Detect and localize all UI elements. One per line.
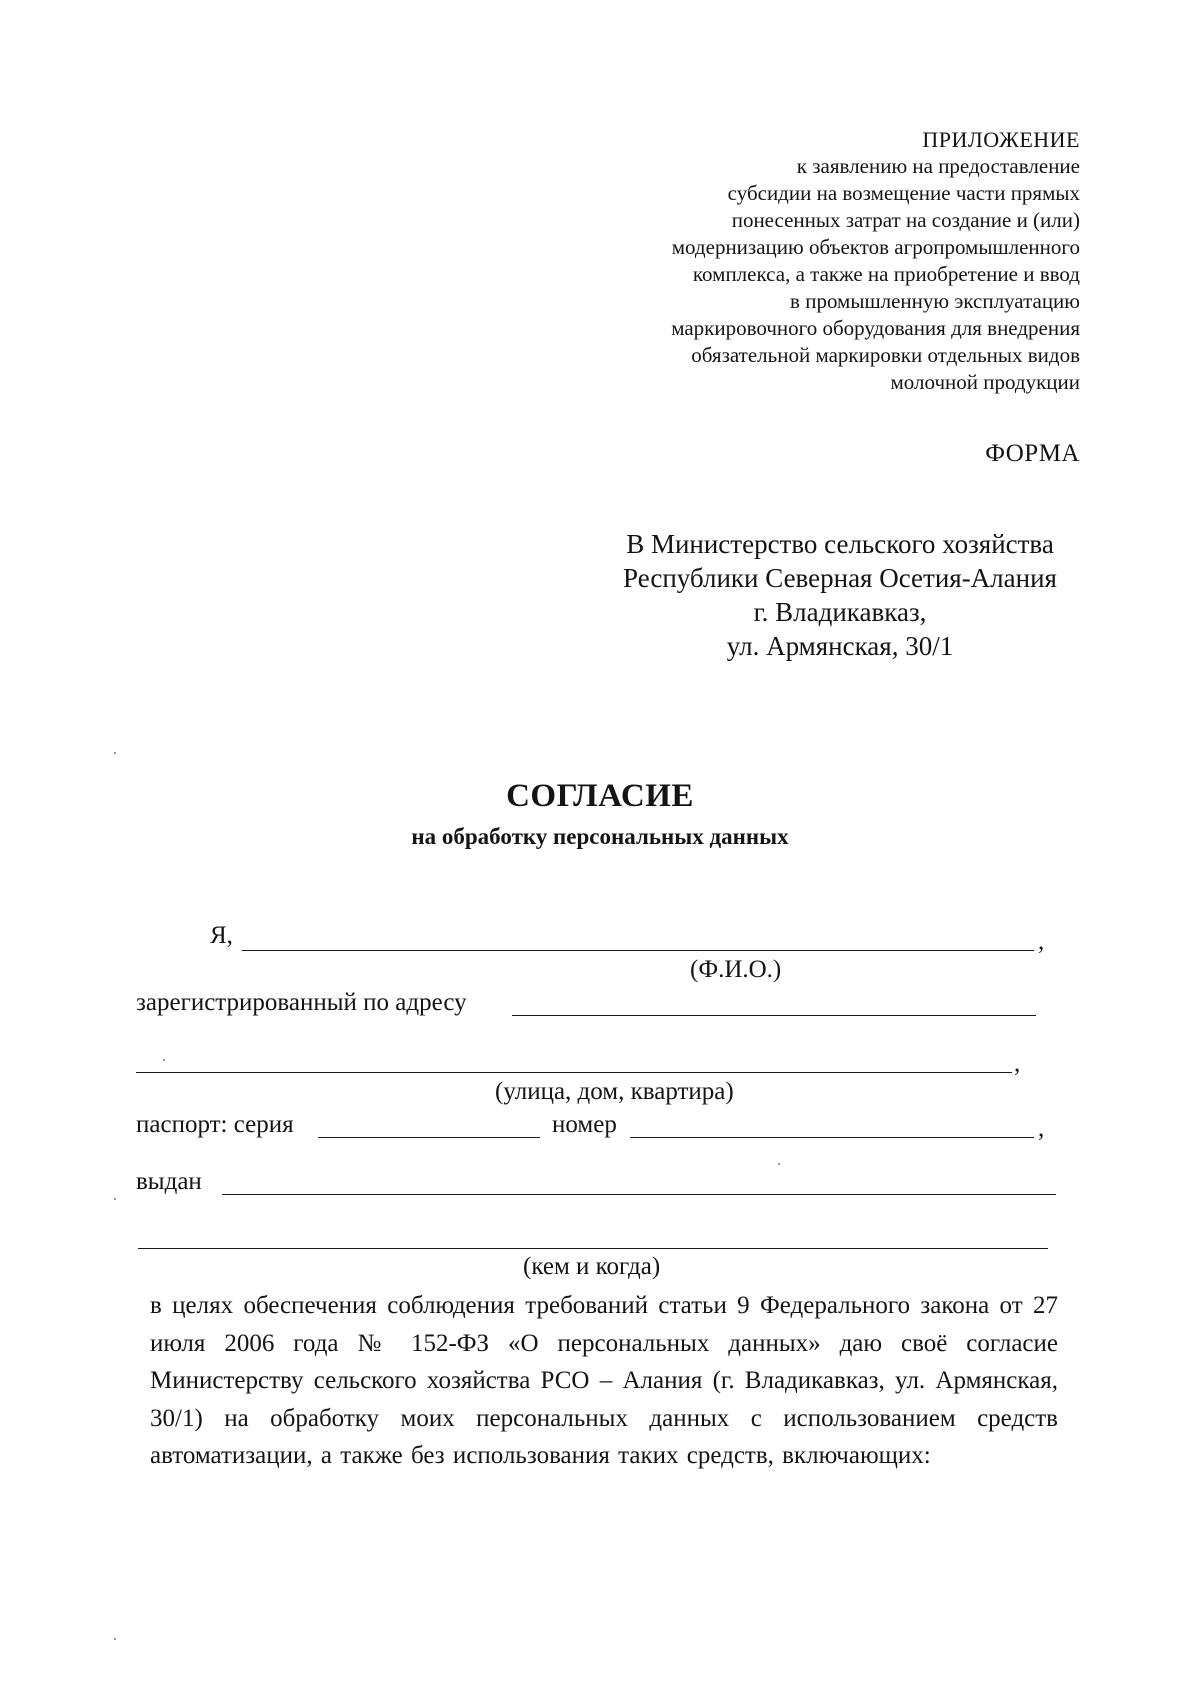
name-label: Я, bbox=[210, 922, 233, 949]
issued-field-line-2[interactable] bbox=[138, 1248, 1048, 1249]
address-comma: , bbox=[1014, 1050, 1021, 1077]
scan-speck bbox=[114, 1638, 116, 1640]
scan-speck bbox=[778, 1163, 780, 1165]
addressee-line: ул. Армянская, 30/1 bbox=[726, 631, 954, 661]
addressee-line: В Министерство сельского хозяйства bbox=[626, 529, 1054, 559]
addressee-line: Республики Северная Осетия-Алания bbox=[623, 563, 1057, 593]
appendix-line: к заявлению на предоставление bbox=[796, 154, 1080, 178]
address-field-line[interactable] bbox=[512, 1015, 1036, 1016]
appendix-line: молочной продукции bbox=[890, 370, 1080, 394]
passport-number-label: номер bbox=[552, 1111, 617, 1138]
issued-hint: (кем и когда) bbox=[523, 1253, 661, 1280]
address-label: зарегистрированный по адресу bbox=[136, 989, 467, 1016]
appendix-line: маркировочного оборудования для внедрения bbox=[671, 316, 1080, 340]
scan-speck bbox=[114, 752, 116, 754]
appendix-line: модернизацию объектов агропромышленного bbox=[671, 235, 1080, 259]
name-hint: (Ф.И.О.) bbox=[690, 956, 782, 983]
passport-comma: , bbox=[1038, 1115, 1045, 1142]
document-subtitle: на обработку персональных данных bbox=[411, 824, 789, 849]
appendix-line: комплекса, а также на приобретение и ввод bbox=[692, 262, 1080, 286]
scan-speck bbox=[114, 1198, 116, 1200]
appendix-line: обязательной маркировки отдельных видов bbox=[691, 343, 1080, 367]
document-title: СОГЛАСИЕ bbox=[506, 778, 694, 814]
name-field-line[interactable] bbox=[242, 950, 1034, 951]
address-field-line-2[interactable] bbox=[136, 1072, 1012, 1073]
scan-speck bbox=[163, 1059, 165, 1061]
issued-label: выдан bbox=[136, 1168, 202, 1195]
appendix-block bbox=[520, 126, 1080, 396]
consent-paragraph: в целях обеспечения соблюдения требований статьи 9 Федерального закона от 27 июля 2006 года № 152-ФЗ «О персональных данных» даю своё согласие Министерству сельского хозяйства РСО – Алания (г. Владикавказ, ул. Армянская, 30/1) на обработку моих персональных данных с использованием средств автоматизации, а также без использования таких средств, включающих: bbox=[150, 1292, 1058, 1469]
addressee-block bbox=[600, 527, 1080, 663]
issued-field-line[interactable] bbox=[222, 1194, 1056, 1195]
name-comma: , bbox=[1038, 928, 1045, 955]
passport-series-label: паспорт: серия bbox=[136, 1111, 294, 1138]
address-hint: (улица, дом, квартира) bbox=[495, 1078, 734, 1105]
passport-series-line[interactable] bbox=[318, 1137, 540, 1138]
appendix-line: в промышленную эксплуатацию bbox=[790, 289, 1080, 313]
appendix-line: субсидии на возмещение части прямых bbox=[727, 181, 1080, 205]
appendix-heading: ПРИЛОЖЕНИЕ bbox=[922, 127, 1080, 152]
passport-number-line[interactable] bbox=[630, 1137, 1034, 1138]
appendix-line: понесенных затрат на создание и (или) bbox=[731, 208, 1080, 232]
addressee-line: г. Владикавказ, bbox=[753, 597, 927, 627]
form-label: ФОРМА bbox=[985, 440, 1080, 467]
